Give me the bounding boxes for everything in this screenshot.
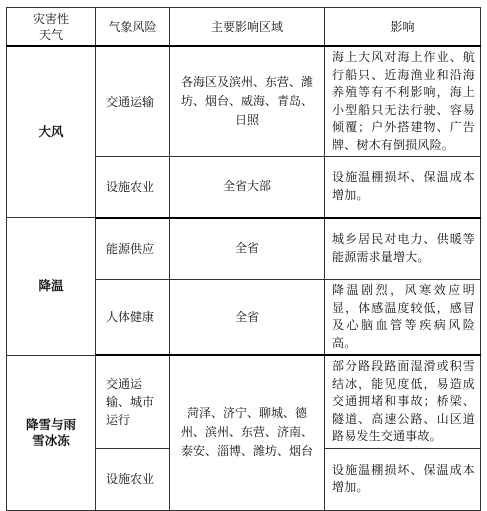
table-header-row [7,8,481,47]
header-weather: 灾害性天气 [7,8,96,47]
risk-cell: 能源供应 [96,218,170,280]
region-cell: 全省 [170,280,325,356]
risk-cell: 人体健康 [96,280,170,356]
region-cell: 全省大部 [170,157,325,218]
header-risk: 气象风险 [96,8,170,47]
disaster-weather-table [6,7,481,511]
weather-cell: 降温 [7,218,96,356]
table-row [7,218,481,280]
impact-cell: 设施温棚损坏、保温成本增加。 [325,448,481,510]
region-cell: 菏泽、济宁、聊城、德州、滨州、东营、济南、泰安、淄博、潍坊、烟台 [170,355,325,510]
impact-cell: 部分路段路面湿滑或积雪结冰，能见度低，易造成交通拥堵和事故；桥梁、隧道、高速公路、山区道路易发生交通事故。 [325,355,481,448]
impact-cell: 城乡居民对电力、供暖等能源需求量增大。 [325,218,481,280]
impact-cell: 设施温棚损坏、保温成本增加。 [325,157,481,218]
region-cell: 全省 [170,218,325,280]
impact-cell: 降温剧烈，风寒效应明显，体感温度较低，感冒及心脑血管等疾病风险高。 [325,280,481,356]
risk-cell: 设施农业 [96,448,170,510]
risk-cell: 交通运输、城市运行 [96,355,170,448]
region-cell: 各海区及滨州、东营、潍坊、烟台、威海、青岛、日照 [170,46,325,157]
risk-cell: 交通运输 [96,46,170,157]
header-impact: 影响 [325,8,481,47]
table-row [7,355,481,448]
header-region: 主要影响区域 [170,8,325,47]
weather-cell: 降雪与雨雪冰冻 [7,355,96,510]
table-row [7,46,481,157]
impact-cell: 海上大风对海上作业、航行船只、近海渔业和沿海养殖等有不利影响，海上小型船只无法行驶、容易倾覆；户外搭建物、广告牌、树木有倒损风险。 [325,46,481,157]
weather-cell: 大风 [7,46,96,218]
risk-cell: 设施农业 [96,157,170,218]
